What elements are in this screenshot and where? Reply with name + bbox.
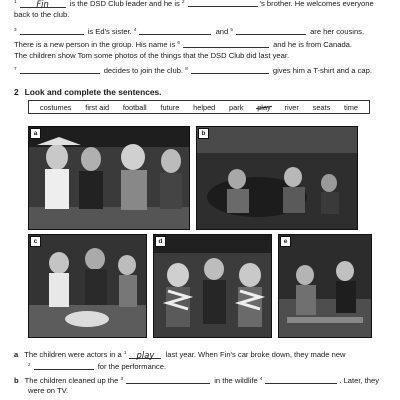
answer-blank-7[interactable] [20,65,100,74]
story-line-5: The children show Tom some photos of the things that the DSD Club did last year. [14,51,290,60]
answer-blank-a2[interactable] [34,361,94,370]
story-line-2: back to the club. [14,10,70,19]
photo-label: b [198,128,209,139]
sentence-b-line-1: b The children cleaned up the $^3$ in the wildlife $^4$ . Later, they [14,376,380,385]
story-line-3: $^3$ is Ed's sister. $^4$ and $^5$ are her cousins. [14,27,365,36]
photo-a-illustration [29,127,189,229]
photo-e-illustration [279,235,371,337]
exercise-2-heading: 2 Look and complete the sentences. [14,87,162,97]
answer-blank-a1[interactable]: play [129,350,161,359]
sentence-a-line-1: a The children were actors in a $^1$ play last year. When Fin's car broke down, they made new [14,350,346,360]
story-line-1: $^1$ Fin is the DSD Club leader and he is $^2$ 's brother. He welcomes everyone [14,0,374,9]
photo-b-illustration [197,127,357,229]
answer-blank-8[interactable] [191,65,269,74]
word-bank-item: seats [312,102,331,112]
sentence-b-line-2: were on TV. [28,386,69,395]
story-line-4: There is a new person in the group. His name is $^6$ and he is from Canada. [14,40,352,49]
word-bank-item: helped [193,102,216,112]
photo-label: d [155,236,166,247]
word-bank-item: future [160,102,180,112]
photo-label: c [30,236,41,247]
photo-e [278,234,372,338]
answer-blank-b3[interactable] [126,375,210,384]
answer-blank-5[interactable] [236,26,306,35]
photo-d [153,234,272,338]
word-bank-item: time [344,102,359,112]
word-bank [28,100,370,114]
answer-blank-3[interactable] [20,26,84,35]
story-line-6: $^7$ decides to join the club. $^8$ gives him a T-shirt and a cap. [14,66,372,75]
sentence-a-line-2: $^2$ for the performance. [28,362,167,371]
photo-c-illustration [29,235,146,337]
photo-d-illustration [154,235,271,337]
photo-label: a [30,128,41,139]
word-bank-item-used: play [257,102,271,112]
answer-blank-1[interactable]: Fin [20,0,66,8]
photo-a [28,126,190,230]
answer-blank-b4[interactable] [265,375,337,384]
word-bank-item: football [122,102,147,112]
answer-blank-2[interactable] [188,0,258,7]
word-bank-item: river [284,102,299,112]
photo-c [28,234,147,338]
photo-b [196,126,358,230]
photo-label: e [280,236,291,247]
word-bank-item: park [229,102,244,112]
word-bank-item: costumes [39,102,72,112]
word-bank-item: first aid [85,102,110,112]
answer-blank-6[interactable] [183,39,269,48]
answer-blank-4[interactable] [139,26,211,35]
